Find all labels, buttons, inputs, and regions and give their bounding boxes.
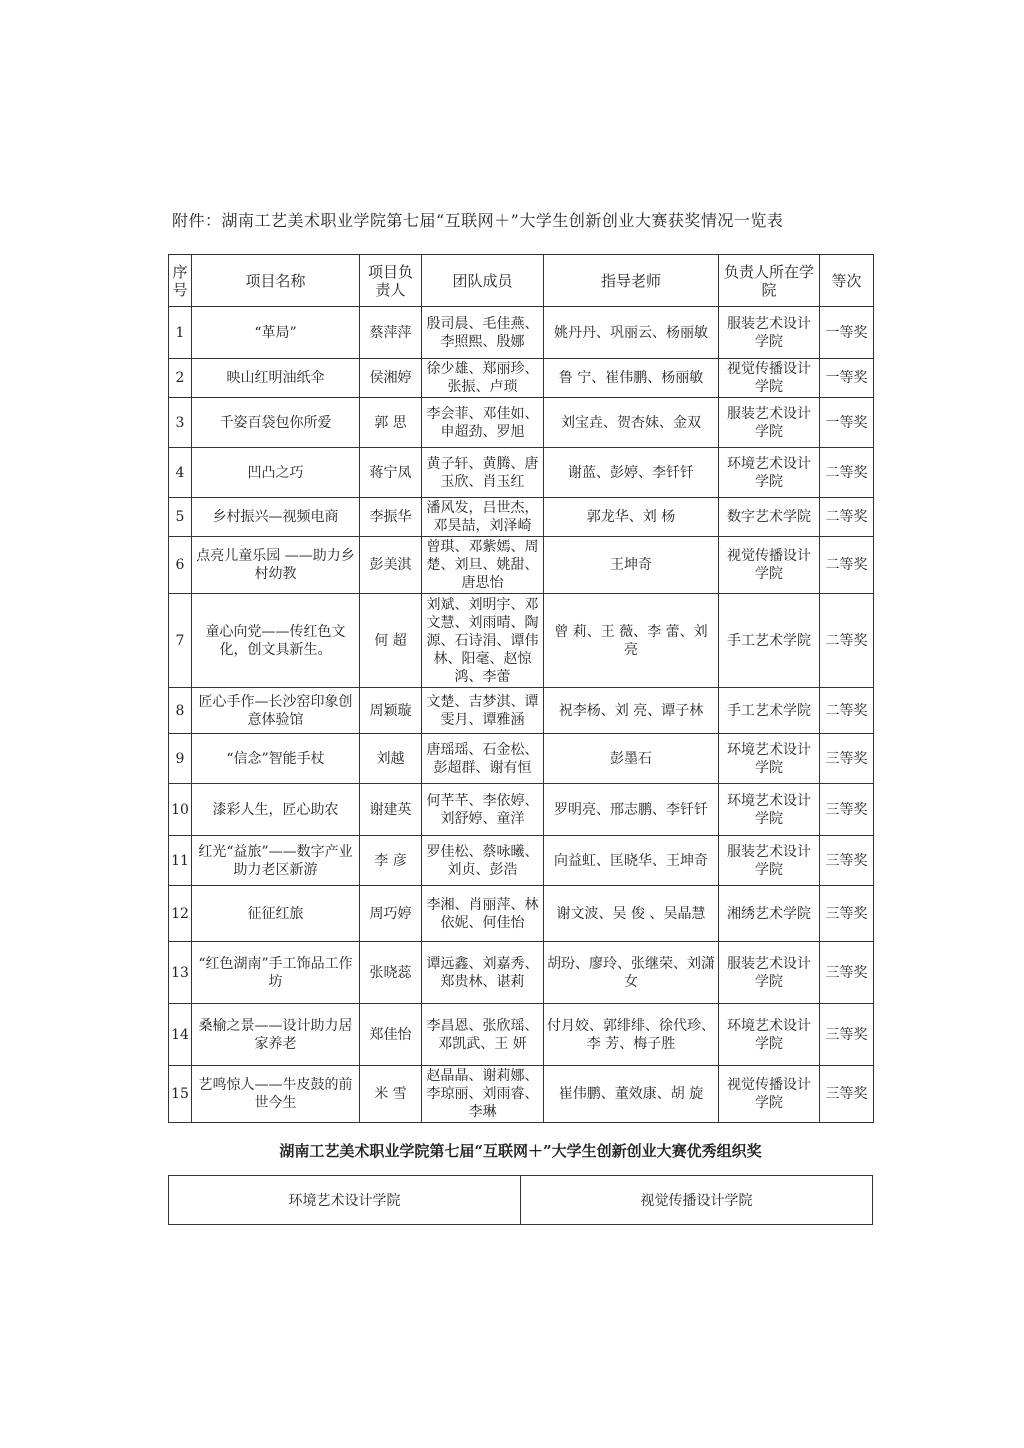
row-award: 三等奖 (820, 1066, 874, 1123)
row-members: 罗佳松、蔡咏曦、刘贞、彭浩 (422, 836, 544, 886)
table-row (169, 307, 874, 359)
row-award: 三等奖 (820, 1004, 874, 1066)
row-members: 曾琪、邓紫嫣、周楚、刘旦、姚甜、唐思怡 (422, 537, 544, 594)
row-college: 服装艺术设计学院 (719, 836, 820, 886)
row-project-name: 征征红旅 (192, 886, 360, 942)
row-no: 4 (169, 448, 192, 498)
row-members: 唐瑶瑶、石金松、彭超群、谢有恒 (422, 734, 544, 784)
table-row (169, 359, 874, 398)
row-no: 1 (169, 307, 192, 359)
row-teachers: 祝李杨、刘 亮、谭子林 (544, 688, 719, 734)
row-members: 赵晶晶、谢莉娜、李琼丽、刘雨睿、李琳 (422, 1066, 544, 1123)
row-no: 7 (169, 594, 192, 688)
row-college: 服装艺术设计学院 (719, 398, 820, 448)
row-project-name: 红光“益旅”——数字产业助力老区新游 (192, 836, 360, 886)
row-project-name: 童心向党——传红色文化，创文具新生。 (192, 594, 360, 688)
row-teachers: 姚丹丹、巩丽云、杨丽敏 (544, 307, 719, 359)
header-no: 序号 (169, 255, 192, 307)
row-college: 环境艺术设计学院 (719, 1004, 820, 1066)
row-leader: 谢建英 (360, 784, 422, 836)
row-no: 9 (169, 734, 192, 784)
row-members: 李湘、肖丽萍、林依妮、何佳怡 (422, 886, 544, 942)
table-header-row (169, 255, 874, 307)
row-college: 环境艺术设计学院 (719, 448, 820, 498)
row-award: 一等奖 (820, 307, 874, 359)
row-teachers: 付月姣、郭绯绯、徐代珍、李 芳、梅子胜 (544, 1004, 719, 1066)
table-row (169, 1004, 874, 1066)
row-project-name: 点亮儿童乐园 ——助力乡村幼教 (192, 537, 360, 594)
row-leader: 米 雪 (360, 1066, 422, 1123)
row-college: 服装艺术设计学院 (719, 307, 820, 359)
table-row (169, 448, 874, 498)
row-members: 何芊芊、李依婷、刘舒婷、童洋 (422, 784, 544, 836)
row-no: 2 (169, 359, 192, 398)
table-row (169, 688, 874, 734)
row-award: 三等奖 (820, 942, 874, 1004)
row-project-name: 乡村振兴—视频电商 (192, 498, 360, 537)
row-college: 环境艺术设计学院 (719, 784, 820, 836)
table-row (169, 734, 874, 784)
row-members: 黄子轩、黄腾、唐玉欣、肖玉红 (422, 448, 544, 498)
header-college: 负责人所在学院 (719, 255, 820, 307)
row-project-name: 千姿百袋包你所爱 (192, 398, 360, 448)
org-award-title: 湖南工艺美术职业学院第七届“互联网＋”大学生创新创业大赛优秀组织奖 (279, 1142, 762, 1160)
awards-table (168, 254, 874, 1123)
row-leader: 李振华 (360, 498, 422, 537)
row-teachers: 王坤奇 (544, 537, 719, 594)
row-members: 李会菲、邓佳如、申超劲、罗旭 (422, 398, 544, 448)
row-leader: 蒋宁凤 (360, 448, 422, 498)
row-project-name: 映山红明油纸伞 (192, 359, 360, 398)
org-award-college: 视觉传播设计学院 (521, 1176, 873, 1225)
row-leader: 何 超 (360, 594, 422, 688)
row-award: 三等奖 (820, 886, 874, 942)
row-college: 数字艺术学院 (719, 498, 820, 537)
row-teachers: 彭墨石 (544, 734, 719, 784)
row-project-name: 匠心手作—长沙窑印象创意体验馆 (192, 688, 360, 734)
header-members: 团队成员 (422, 255, 544, 307)
row-project-name: “革局” (192, 307, 360, 359)
row-college: 环境艺术设计学院 (719, 734, 820, 784)
row-teachers: 郭龙华、刘 杨 (544, 498, 719, 537)
row-college: 视觉传播设计学院 (719, 359, 820, 398)
table-row (169, 498, 874, 537)
row-project-name: 凹凸之巧 (192, 448, 360, 498)
row-project-name: 桑榆之景——设计助力居家养老 (192, 1004, 360, 1066)
row-members: 徐少雄、郑丽珍、张振、卢琐 (422, 359, 544, 398)
row-project-name: “红色湖南”手工饰品工作坊 (192, 942, 360, 1004)
row-leader: 蔡萍萍 (360, 307, 422, 359)
row-no: 8 (169, 688, 192, 734)
table-row (169, 537, 874, 594)
org-award-table (168, 1175, 873, 1225)
row-no: 15 (169, 1066, 192, 1123)
row-no: 10 (169, 784, 192, 836)
row-teachers: 罗明亮、邢志鹏、李钎钎 (544, 784, 719, 836)
row-teachers: 刘宝垚、贺杏妹、金双 (544, 398, 719, 448)
row-teachers: 谢蓝、彭婷、李钎钎 (544, 448, 719, 498)
row-members: 谭远鑫、刘嘉秀、郑贵林、谌莉 (422, 942, 544, 1004)
row-award: 二等奖 (820, 498, 874, 537)
header-leader: 项目负责人 (360, 255, 422, 307)
table-row (169, 784, 874, 836)
row-leader: 刘越 (360, 734, 422, 784)
row-no: 6 (169, 537, 192, 594)
row-members: 潘风发，吕世杰，邓昊喆，刘泽崎 (422, 498, 544, 537)
header-project-name: 项目名称 (192, 255, 360, 307)
row-no: 14 (169, 1004, 192, 1066)
row-no: 11 (169, 836, 192, 886)
row-teachers: 鲁 宁、崔伟鹏、杨丽敏 (544, 359, 719, 398)
row-no: 12 (169, 886, 192, 942)
row-leader: 郑佳怡 (360, 1004, 422, 1066)
row-award: 三等奖 (820, 836, 874, 886)
row-teachers: 曾 莉、王 薇、李 蕾、刘 亮 (544, 594, 719, 688)
row-teachers: 崔伟鹏、董效康、胡 旋 (544, 1066, 719, 1123)
row-leader: 郭 思 (360, 398, 422, 448)
row-no: 13 (169, 942, 192, 1004)
header-teachers: 指导老师 (544, 255, 719, 307)
row-college: 视觉传播设计学院 (719, 1066, 820, 1123)
row-award: 二等奖 (820, 448, 874, 498)
row-college: 服装艺术设计学院 (719, 942, 820, 1004)
row-award: 二等奖 (820, 594, 874, 688)
document-title: 附件：湖南工艺美术职业学院第七届“互联网＋”大学生创新创业大赛获奖情况一览表 (172, 211, 784, 230)
row-teachers: 谢文波、吴 俊 、吴晶慧 (544, 886, 719, 942)
row-members: 刘斌、刘明宇、邓文慧、刘雨晴、陶源、石诗涓、谭伟林、阳毫、赵惊鸿、李蕾 (422, 594, 544, 688)
table-row (169, 942, 874, 1004)
row-leader: 张晓蕊 (360, 942, 422, 1004)
table-row (169, 398, 874, 448)
row-leader: 侯湘婷 (360, 359, 422, 398)
row-leader: 李 彦 (360, 836, 422, 886)
row-college: 湘绣艺术学院 (719, 886, 820, 942)
row-award: 一等奖 (820, 359, 874, 398)
row-award: 二等奖 (820, 537, 874, 594)
row-award: 三等奖 (820, 734, 874, 784)
row-members: 文楚、吉梦淇、谭雯月、谭雅涵 (422, 688, 544, 734)
table-row (169, 594, 874, 688)
header-award: 等次 (820, 255, 874, 307)
row-project-name: “信念”智能手杖 (192, 734, 360, 784)
row-members: 李昌恩、张欣瑶、邓凯武、王 妍 (422, 1004, 544, 1066)
row-college: 手工艺术学院 (719, 594, 820, 688)
row-project-name: 漆彩人生，匠心助农 (192, 784, 360, 836)
row-college: 视觉传播设计学院 (719, 537, 820, 594)
table-row (169, 1176, 873, 1225)
table-row (169, 1066, 874, 1123)
row-no: 5 (169, 498, 192, 537)
row-teachers: 胡玢、廖玲、张继荣、刘潇女 (544, 942, 719, 1004)
table-row (169, 886, 874, 942)
row-leader: 周颖璇 (360, 688, 422, 734)
row-project-name: 艺鸣惊人——牛皮鼓的前世今生 (192, 1066, 360, 1123)
row-college: 手工艺术学院 (719, 688, 820, 734)
row-leader: 周巧婷 (360, 886, 422, 942)
row-award: 二等奖 (820, 688, 874, 734)
row-leader: 彭美淇 (360, 537, 422, 594)
row-no: 3 (169, 398, 192, 448)
row-award: 一等奖 (820, 398, 874, 448)
row-award: 三等奖 (820, 784, 874, 836)
row-teachers: 向益虹、匡晓华、王坤奇 (544, 836, 719, 886)
row-members: 殷司晨、毛佳燕、李照熙、殷娜 (422, 307, 544, 359)
org-award-college: 环境艺术设计学院 (169, 1176, 521, 1225)
table-row (169, 836, 874, 886)
